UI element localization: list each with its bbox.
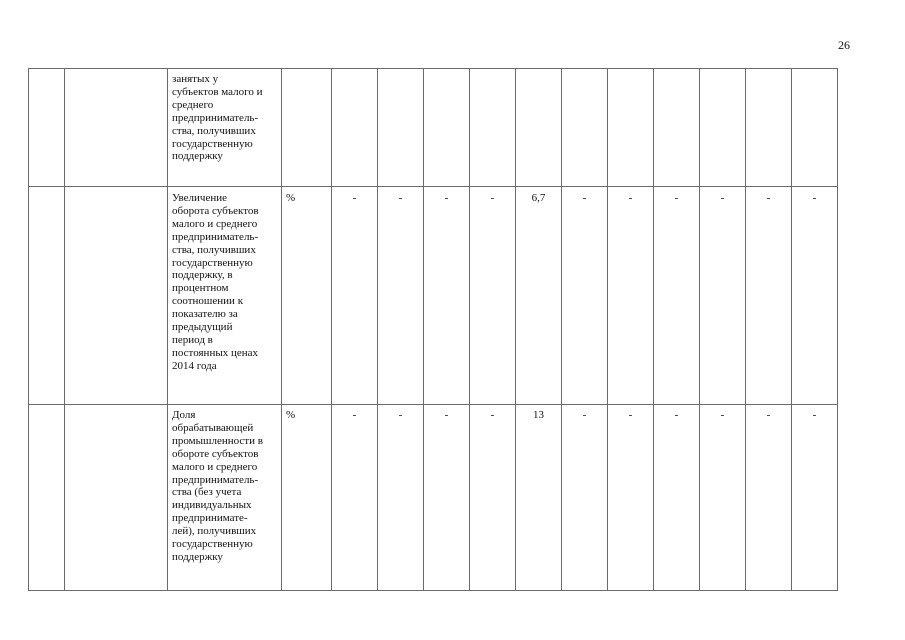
table-row (29, 187, 838, 405)
value-cell (516, 69, 562, 187)
value-cell: - (654, 187, 700, 405)
value-cell: - (424, 187, 470, 405)
table-row (29, 405, 838, 591)
value-cell (562, 69, 608, 187)
value-cell: - (332, 405, 378, 591)
indicator-cell: Увеличение оборота субъектов малого и среднего предприниматель- ства, получивших государственную поддержку, в процентном соотношении к показателю за предыдущий период в постоянных ценах 2014 года (168, 187, 282, 405)
program-cell (65, 405, 168, 591)
program-cell (65, 69, 168, 187)
value-cell: - (654, 405, 700, 591)
indicator-cell: занятых у субъектов малого и среднего предприниматель- ства, получивших государственную поддержку (168, 69, 282, 187)
value-cell: - (562, 405, 608, 591)
value-cell: - (608, 405, 654, 591)
value-cell: - (378, 187, 424, 405)
value-cell: - (562, 187, 608, 405)
row-number-cell (29, 187, 65, 405)
table-row (29, 69, 838, 187)
value-cell: - (746, 405, 792, 591)
value-cell: - (378, 405, 424, 591)
value-cell (424, 69, 470, 187)
unit-cell: % (282, 405, 332, 591)
program-cell (65, 187, 168, 405)
value-cell: 13 (516, 405, 562, 591)
value-cell (792, 69, 838, 187)
value-cell: - (608, 187, 654, 405)
unit-cell: % (282, 187, 332, 405)
page-number: 26 (838, 38, 850, 52)
value-cell: - (470, 405, 516, 591)
value-cell (378, 69, 424, 187)
value-cell (746, 69, 792, 187)
value-cell: - (746, 187, 792, 405)
indicator-table (28, 68, 838, 591)
value-cell (608, 69, 654, 187)
indicator-cell: Доля обрабатывающей промышленности в обороте субъектов малого и среднего предприниматель- ства (без учета индивидуальных предпринимате- лей), получивших государственную поддержку (168, 405, 282, 591)
value-cell (700, 69, 746, 187)
value-cell (654, 69, 700, 187)
row-number-cell (29, 405, 65, 591)
value-cell (470, 69, 516, 187)
value-cell: - (470, 187, 516, 405)
value-cell: - (332, 187, 378, 405)
value-cell: - (424, 405, 470, 591)
value-cell: - (792, 405, 838, 591)
value-cell: - (792, 187, 838, 405)
unit-cell (282, 69, 332, 187)
value-cell: - (700, 405, 746, 591)
value-cell: - (700, 187, 746, 405)
value-cell (332, 69, 378, 187)
row-number-cell (29, 69, 65, 187)
value-cell: 6,7 (516, 187, 562, 405)
